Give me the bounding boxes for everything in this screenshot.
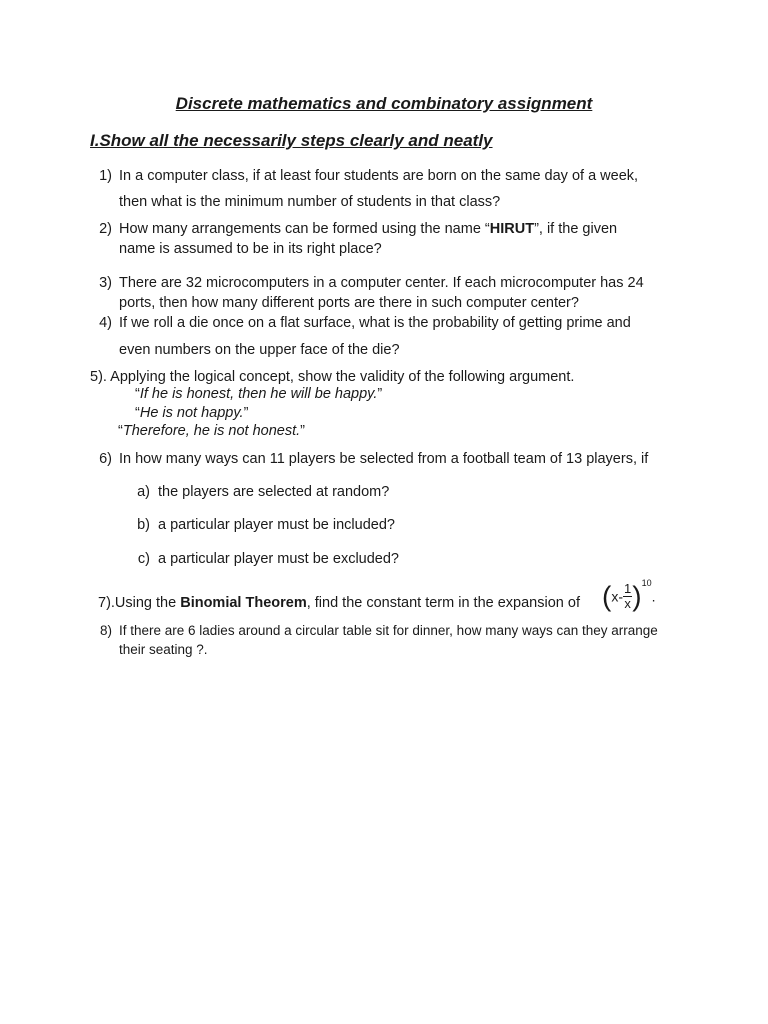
question-6b-text: a particular player must be included? [158, 517, 395, 533]
question-5-premise-1: “If he is honest, then he will be happy.” [135, 386, 383, 402]
question-6c-text: a particular player must be excluded? [158, 551, 399, 567]
question-6c-label: c) [137, 551, 150, 567]
question-4-line-1: If we roll a die once on a flat surface, what is the probability of getting prime and [119, 315, 631, 331]
question-6-number: 6) [99, 451, 112, 467]
question-1-line-1: In a computer class, if at least four students are born on the same day of a week, [119, 168, 639, 184]
question-1-line-2: then what is the minimum number of students in that class? [119, 194, 501, 210]
question-5-line-1: 5). Applying the logical concept, show the validity of the following argument. [90, 369, 575, 385]
binomial-expression: (x- $\frac{1}{x}$ )$^{10}$. [602, 578, 656, 612]
question-2-number: 2) [99, 221, 112, 237]
question-5-conclusion: “Therefore, he is not honest.” [118, 423, 306, 439]
question-4-number: 4) [99, 315, 112, 331]
question-8-line-2: their seating ?. [119, 642, 208, 657]
question-8-line-1: If there are 6 ladies around a circular table sit for dinner, how many ways can they arrange [119, 623, 658, 638]
question-6a-text: the players are selected at random? [158, 484, 390, 500]
question-6b-label: b) [137, 517, 150, 533]
question-3-line-1: There are 32 microcomputers in a computer center. If each microcomputer has 24 [119, 275, 644, 291]
question-5-premise-2: “He is not happy.” [135, 405, 249, 421]
question-1-number: 1) [99, 168, 112, 184]
question-3-number: 3) [99, 275, 112, 291]
question-8-number: 8) [99, 623, 112, 638]
question-2-line-1 [119, 219, 617, 240]
fraction-one-over-x: $\frac{1}{x}$ [624, 581, 632, 611]
question-3-line-2: ports, then how many different ports are there in such computer center? [119, 295, 579, 311]
question-4-line-2: even numbers on the upper face of the die? [119, 342, 400, 358]
question-6a-label: a) [137, 484, 150, 500]
exponent: 10 [641, 578, 652, 588]
document-title: Discrete mathematics and combinatory assignment [175, 94, 593, 113]
question-2-name: HIRUT [489, 221, 535, 237]
question-7-line: 7).Using the Binomial Theorem, find the constant term in the expansion of [98, 595, 580, 611]
binomial-theorem-term: Binomial Theorem [180, 595, 307, 611]
question-2-text-a: How many arrangements can be formed using the name “ [119, 221, 490, 237]
question-2-line-2: name is assumed to be in its right place? [119, 241, 382, 257]
question-6-line-1: In how many ways can 11 players be selected from a football team of 13 players, if [119, 451, 649, 467]
question-2-text-b: ”, if the given [534, 221, 618, 237]
section-heading: I.Show all the necessarily steps clearly and neatly [90, 131, 493, 150]
